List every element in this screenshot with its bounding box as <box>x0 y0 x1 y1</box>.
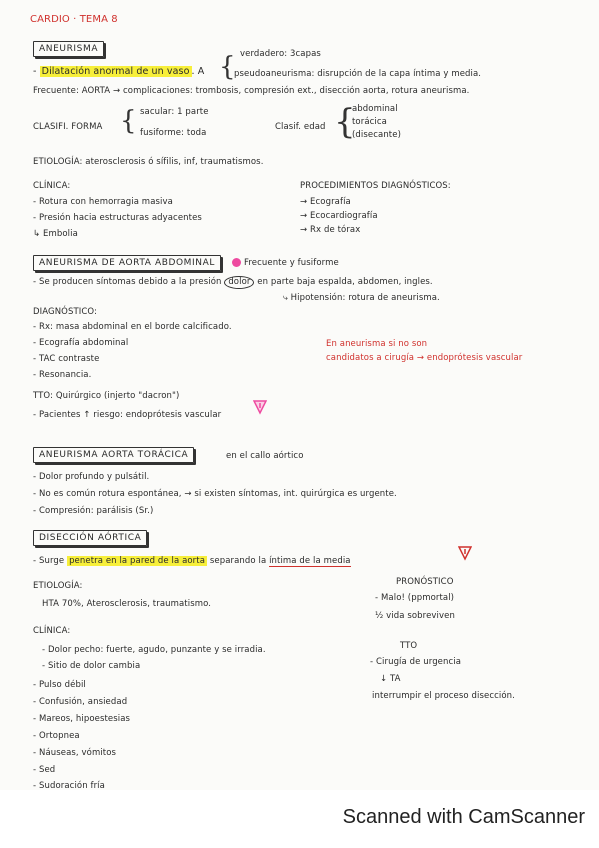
grupo-label: Clasif. edad <box>275 122 326 132</box>
grupo-item: abdominal <box>352 104 398 114</box>
warning-triangle-icon <box>458 546 472 562</box>
highlight-definition: Dilatación anormal de un vaso <box>41 66 190 77</box>
tto-item: - Cirugía de urgencia <box>370 657 462 667</box>
toracica-item: - Compresión: parálisis (Sr.) <box>33 506 154 516</box>
sintomas-line: - Se producen síntomas debido a la presión dolor en parte baja espalda, abdomen, ingles. <box>33 277 433 287</box>
underlined-intima: íntima de la media <box>269 556 351 566</box>
clin-label: CLÍNICA: <box>33 626 71 636</box>
clinica-item: ↳ Embolia <box>33 229 78 239</box>
section-heading-toracica: ANEURISMA AORTA TORÁCICA <box>33 447 194 463</box>
clinica-item: - Presión hacia estructuras adyacentes <box>33 213 202 223</box>
etiologia-line: ETIOLOGÍA: aterosclerosis ó sífilis, inf, traumatismos. <box>33 157 264 167</box>
tto-item: interrumpir el proceso disección. <box>372 691 515 701</box>
abdominal-tag: Frecuente y fusiforme <box>232 258 339 268</box>
diagnostico-label: DIAGNÓSTICO: <box>33 307 97 317</box>
red-note-line-2: candidatos a cirugía → endoprótesis vascular <box>326 353 523 363</box>
clin-item: - Pulso débil <box>33 680 86 690</box>
etio-label: ETIOLOGÍA: <box>33 581 83 591</box>
circled-word: dolor <box>224 276 254 289</box>
toracica-item: - Dolor profundo y pulsátil. <box>33 472 150 482</box>
clasif-label: CLASIFI. FORMA <box>33 122 103 132</box>
section-heading-diseccion: DISECCIÓN AÓRTICA <box>33 530 147 546</box>
etio-line: HTA 70%, Aterosclerosis, traumatismo. <box>42 599 212 609</box>
camscanner-footer: Scanned with CamScanner <box>342 806 585 828</box>
section-heading-abdominal: ANEURISMA DE AORTA ABDOMINAL <box>33 255 221 271</box>
surge-line: - Surge penetra en la pared de la aorta separando la íntima de la media <box>33 556 351 566</box>
grupo-item: torácica <box>352 117 387 127</box>
diagnostico-item: - Resonancia. <box>33 370 92 380</box>
warning-triangle-icon <box>253 400 267 416</box>
grupo-item: (disecante) <box>352 130 401 140</box>
brace-bottom-text: pseudoaneurisma: disrupción de la capa íntima y media. <box>234 69 482 79</box>
proc-item: → Rx de tórax <box>300 225 361 235</box>
clin-item: - Sed <box>33 765 56 775</box>
clinica-item: - Rotura con hemorragia masiva <box>33 197 173 207</box>
diagnostico-item: - Rx: masa abdominal en el borde calcificado. <box>33 322 232 332</box>
tto-line: TTO: Quirúrgico (injerto "dacron") <box>33 391 180 401</box>
highlight-penetra: penetra en la pared de la aorta <box>69 556 206 566</box>
clasif-fusiforme: fusiforme: toda <box>140 128 207 138</box>
proc-item: → Ecocardiografía <box>300 211 378 221</box>
page-header: CARDIO · TEMA 8 <box>30 14 118 25</box>
definition-letter: . A <box>191 66 205 77</box>
clin-item: - Sitio de dolor cambia <box>42 661 141 671</box>
pacientes-line: - Pacientes ↑ riesgo: endoprótesis vascular <box>33 410 222 420</box>
brace-icon: { <box>219 52 236 82</box>
brace-icon: { <box>120 106 137 136</box>
pronostico-item: - Malo! (ppmortal) <box>375 593 455 603</box>
diagnostico-item: - Ecografía abdominal <box>33 338 129 348</box>
clin-item: - Dolor pecho: fuerte, agudo, punzante y se irradia. <box>42 645 266 655</box>
clinica-label: CLÍNICA: <box>33 181 71 191</box>
toracica-item: - No es común rotura espontánea, → si existen síntomas, int. quirúrgica es urgente. <box>33 489 397 499</box>
clin-item: - Ortopnea <box>33 731 80 741</box>
brace-icon: { <box>334 102 356 142</box>
section-heading-aneurisma: ANEURISMA <box>33 41 104 57</box>
frecuente-line: Frecuente: AORTA → complicaciones: trombosis, compresión ext., disección aorta, rotura aneurisma. <box>33 86 470 96</box>
hipotension-line: ⤷ Hipotensión: rotura de aneurisma. <box>283 293 440 303</box>
pronostico-label: PRONÓSTICO <box>396 577 454 587</box>
pronostico-item: ½ vida sobreviven <box>375 611 455 621</box>
clin-item: - Confusión, ansiedad <box>33 697 128 707</box>
proc-label: PROCEDIMIENTOS DIAGNÓSTICOS: <box>300 181 451 191</box>
definition-line: - Dilatación anormal de un vaso . A <box>33 66 205 77</box>
red-note-line-1: En aneurisma si no son <box>326 339 428 349</box>
clasif-sacular: sacular: 1 parte <box>140 107 209 117</box>
tto-item: ↓ TA <box>380 674 401 684</box>
toracica-tag: en el callo aórtico <box>226 451 304 461</box>
diagnostico-item: - TAC contraste <box>33 354 100 364</box>
clin-item: - Sudoración fría <box>33 781 105 791</box>
pink-dot-icon <box>232 258 241 267</box>
clin-item: - Náuseas, vómitos <box>33 748 117 758</box>
brace-top-text: verdadero: 3capas <box>240 49 321 59</box>
proc-item: → Ecografía <box>300 197 351 207</box>
tto-label: TTO <box>400 641 418 651</box>
clin-item: - Mareos, hipoestesias <box>33 714 131 724</box>
